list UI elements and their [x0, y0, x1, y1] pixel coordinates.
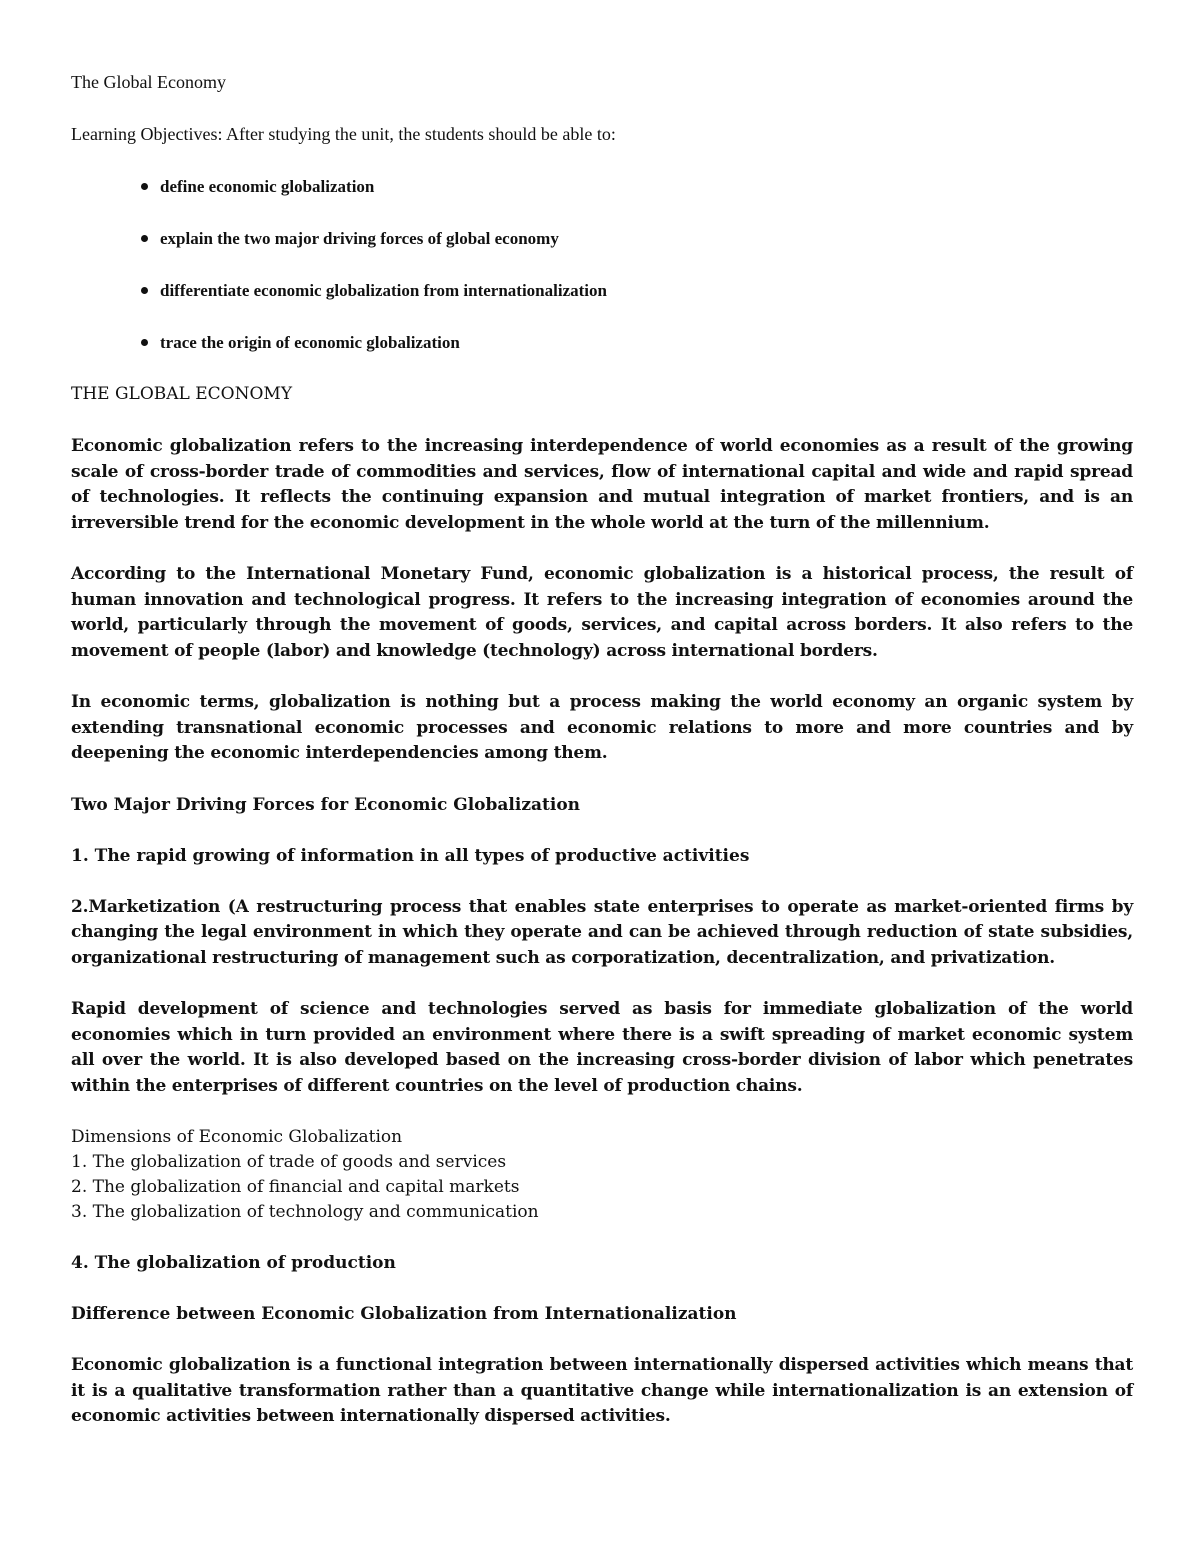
force-item-1: 1. The rapid growing of information in all types of productive activities: [71, 845, 750, 866]
dimension-item: 1. The globalization of trade of goods and services: [71, 1152, 507, 1172]
bullet-icon: [141, 287, 148, 294]
paragraph-science-technology: Rapid development of science and technologies served as basis for immediate globalization of the world economies which in turn provided an environment where there is a swift spreading of market economic system all over the world. It is also developed based on the increasing cross-border division of labor which penetrates within the enterprises of different countries on the level of production chains.: [71, 999, 1133, 1096]
paragraph-economic-terms: In economic terms, globalization is nothing but a process making the world economy an organic system by extending transnational economic processes and economic relations to more and more countries and by deepening the economic interdependencies among them.: [71, 692, 1133, 763]
document-title: The Global Economy: [71, 72, 226, 92]
bullet-icon: [141, 183, 148, 190]
paragraph-difference: Economic globalization is a functional integration between internationally dispersed activities which means that it is a qualitative transformation rather than a quantitative change while internationalization is an extension of economic activities between internationally dispersed activities.: [71, 1355, 1133, 1426]
difference-heading: Difference between Economic Globalization from Internationalization: [71, 1304, 737, 1324]
force-item-2: 2.Marketization (A restructuring process that enables state enterprises to operate as market-oriented firms by changing the legal environment in which they operate and can be achieved through reduction of state subsidies, organizational restructuring of management such as corporatization, decentralization, and privatization.: [71, 896, 1133, 968]
objective-item: differentiate economic globalization from internationalization: [71, 278, 1133, 303]
bullet-icon: [141, 339, 148, 346]
forces-heading: Two Major Driving Forces for Economic Globalization: [71, 794, 581, 815]
document-page: [71, 70, 1133, 1430]
paragraph-definition: Economic globalization refers to the increasing interdependence of world economies as a result of the growing scale of cross-border trade of commodities and services, flow of international capital and wide and rapid spread of technologies. It reflects the continuing expansion and mutual integration of market frontiers, and is an irreversible trend for the economic development in the whole world at the turn of the millennium.: [71, 436, 1133, 533]
dimension-item: 2. The globalization of financial and capital markets: [71, 1177, 520, 1197]
dimension-item: 3. The globalization of technology and communication: [71, 1202, 539, 1222]
dimensions-heading: Dimensions of Economic Globalization: [71, 1127, 403, 1147]
learning-objectives-intro: Learning Objectives: After studying the unit, the students should be able to:: [71, 124, 616, 144]
bullet-icon: [141, 235, 148, 242]
section-heading: THE GLOBAL ECONOMY: [71, 384, 293, 404]
objective-item: define economic globalization: [71, 174, 1133, 199]
dimension-item-4: 4. The globalization of production: [71, 1253, 396, 1273]
objectives-list: [71, 174, 1133, 355]
objective-item: trace the origin of economic globalization: [71, 330, 1133, 355]
paragraph-imf: According to the International Monetary Fund, economic globalization is a historical process, the result of human innovation and technological progress. It refers to the increasing integration of economies around the world, particularly through the movement of goods, services, and capital across borders. It also refers to the movement of people (labor) and knowledge (technology) across international borders.: [71, 564, 1133, 661]
objective-item: explain the two major driving forces of global economy: [71, 226, 1133, 251]
